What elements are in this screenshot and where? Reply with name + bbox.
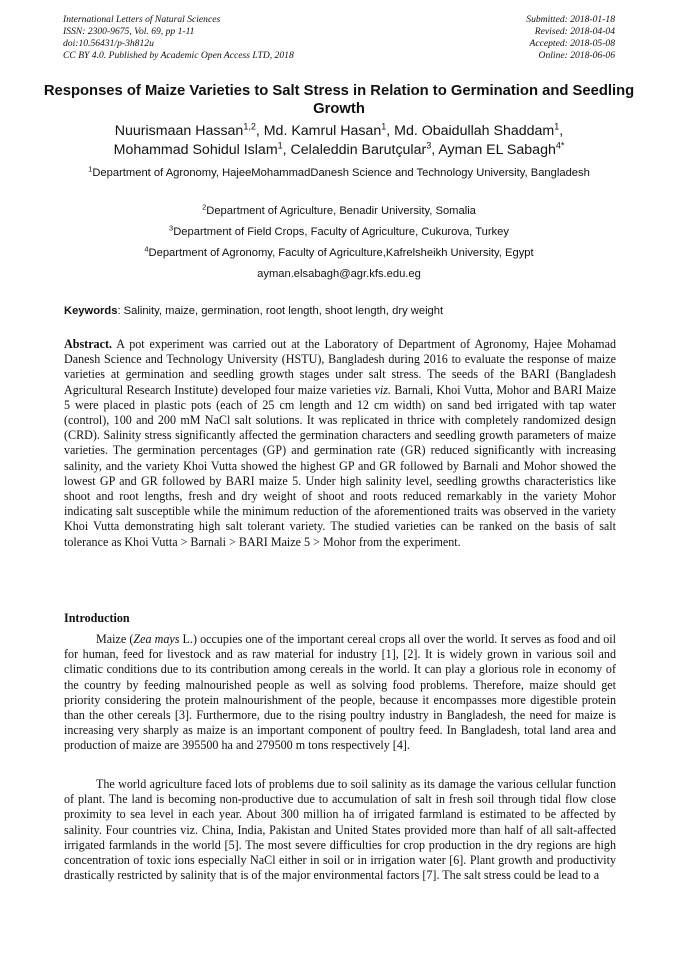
paragraph-text: L.) occupies one of the important cereal crops all over the world. It serves as food and oil for human, feed for livestock and as raw material for industry [1], [2]. It is widely grown in various soil and climatic conditions due to its contribution among cereals in the world. It can play a glorious role in economy of the country by feeding malnourished people as well as solving food problems. Therefore, maize should get priority considering the protein malnourishment of the people, because it encompasses more digestible protein than the other cereals [3]. Furthermore, due to the rising poultry industry in Bangladesh, the need for maize is increasing very sharply as maize is an important component of poultry feed. In Bangladesh, total land area and production of maize are 395500 ha and 279500 m tons respectively [4]. [64, 632, 616, 753]
affiliation-mark: 4 [144, 244, 149, 254]
keywords-label: Keywords [64, 305, 118, 317]
keywords-text: : Salinity, maize, germination, root length, shoot length, dry weight [117, 305, 444, 317]
author-affiliation-mark: 1 [554, 121, 560, 132]
author-affiliation-mark: 4* [555, 140, 565, 151]
author-separator: , [386, 123, 395, 139]
affiliation-1 [70, 166, 608, 181]
affiliation-2 [70, 204, 608, 219]
author-affiliation-mark: 1 [277, 140, 283, 151]
date-submitted: Submitted: 2018-01-18 [526, 14, 615, 25]
abstract-text: Barnali, Khoi Vutta, Mohor and BARI Maize 5 were placed in plastic pots (each of 25 cm length and 12 cm width) on sand bed irrigated with tap water (control), 100 and 200 mM NaCl salt solutions. It was replicated in thrice with completely randomized design (CRD). Salinity stress significantly affected the germination characters and seedling growth parameters of maize varieties. The germination percentages (GP) and germination rate (GR) reduced significantly with increasing salinity, and the variety Khoi Vutta showed the highest GP and GR followed by Barnali and Mohor showed the lowest GP and GR followed by BARI maize 5. Under high salinity level, seedling growths characteristics like shoot and root lengths, fresh and dry weight of shoot and roots reduced remarkably in the variety Mohor indicating salt susceptible while the minimum reduction of the aforementioned traits was observed in the variety Khoi Vutta demonstrating high salt tolerant variety. The studied varieties can be ranked on the basis of salt tolerance as Khoi Vutta > Barnali > BARI Maize 5 > Mohor from the experiment. [64, 382, 616, 549]
author-name: Ayman EL Sabagh [438, 142, 556, 158]
author-separator: , [255, 123, 264, 139]
date-accepted: Accepted: 2018-05-08 [529, 38, 615, 49]
author-list [40, 122, 638, 160]
author-name: Nuurismaan Hassan [114, 123, 244, 139]
affiliation-mark: 2 [202, 202, 207, 212]
author-name: Md. Obaidullah Shaddam [394, 123, 555, 139]
introduction-paragraph-1 [64, 632, 616, 754]
author-affiliation-mark: 3 [426, 140, 432, 151]
affiliation-mark: 1 [88, 164, 93, 174]
abstract [64, 337, 616, 550]
paragraph-text: The world agriculture faced lots of problems due to soil salinity as its damage the various cellular function of plant. The land is becoming non-productive due to accumulation of salt in fresh soil through tidal flow close proximity to sea level in each year. About 300 million ha of irrigated farmland is estimated to be affected by salinity. Four countries viz. China, India, Pakistan and United States provided more than half of all salt-affected irrigated farmlands in the world [5]. The most severe difficulties for crop production in the dry regions are high concentration of toxic ions especially NaCl either in soil or in irrigation water [6]. Plant growth and productivity drastically restricted by salinity that is of the major environmental factors [7]. The salt stress could be lead to a [64, 777, 616, 883]
journal-license: CC BY 4.0. Published by Academic Open Access LTD, 2018 [63, 50, 294, 61]
journal-name: International Letters of Natural Sciences [63, 14, 221, 25]
date-revised: Revised: 2018-04-04 [534, 26, 615, 37]
abstract-text: A pot experiment was carried out at the Laboratory of Department of Agronomy, Hajee Mohamad Danesh Science and Technology University (HSTU), Bangladesh during 2016 to evaluate the response of maize varieties at germination and seedling growth stages under salt stress. The seeds of the BARI (Bangladesh Agricultural Research Institute) developed four maize varieties [64, 337, 616, 397]
abstract-label: Abstract. [64, 337, 113, 351]
introduction-paragraph-2 [64, 777, 616, 883]
author-separator: , [431, 142, 439, 158]
keywords [64, 304, 616, 318]
author-name: Mohammad Sohidul Islam [113, 142, 278, 158]
affiliation-3 [70, 225, 608, 240]
paragraph-text: Maize ( [96, 632, 134, 646]
journal-header-right [526, 14, 615, 62]
author-affiliation-mark: 1,2 [243, 121, 256, 132]
corresponding-email[interactable]: ayman.elsabagh@agr.kfs.edu.eg [257, 268, 421, 280]
author-name: Celaleddin Barutçular [290, 142, 427, 158]
author-name: Md. Kamrul Hasan [263, 123, 382, 139]
journal-doi[interactable]: doi:10.56431/p-3h812u [63, 38, 154, 49]
affiliation-text: Department of Agronomy, HajeeMohammadDanesh Science and Technology University, Bangladesh [92, 167, 590, 179]
author-separator: , [559, 123, 564, 139]
species-name: Zea mays [133, 632, 180, 646]
affiliation-text: Department of Agronomy, Faculty of Agriculture,Kafrelsheikh University, Egypt [148, 247, 534, 259]
journal-header-left [63, 14, 294, 62]
date-online: Online: 2018-06-06 [538, 50, 615, 61]
author-affiliation-mark: 1 [381, 121, 387, 132]
author-separator: , [282, 142, 291, 158]
affiliation-text: Department of Field Crops, Faculty of Agriculture, Cukurova, Turkey [173, 226, 509, 238]
section-heading-introduction: Introduction [64, 611, 130, 625]
affiliation-text: Department of Agriculture, Benadir University, Somalia [206, 205, 476, 217]
abstract-viz: viz. [374, 382, 391, 397]
journal-issn: ISSN: 2300-9675, Vol. 69, pp 1-11 [63, 26, 195, 37]
affiliation-4 [70, 246, 608, 261]
affiliation-mark: 3 [169, 223, 174, 233]
paper-title: Responses of Maize Varieties to Salt Stress in Relation to Germination and Seedling Growth [43, 83, 635, 117]
